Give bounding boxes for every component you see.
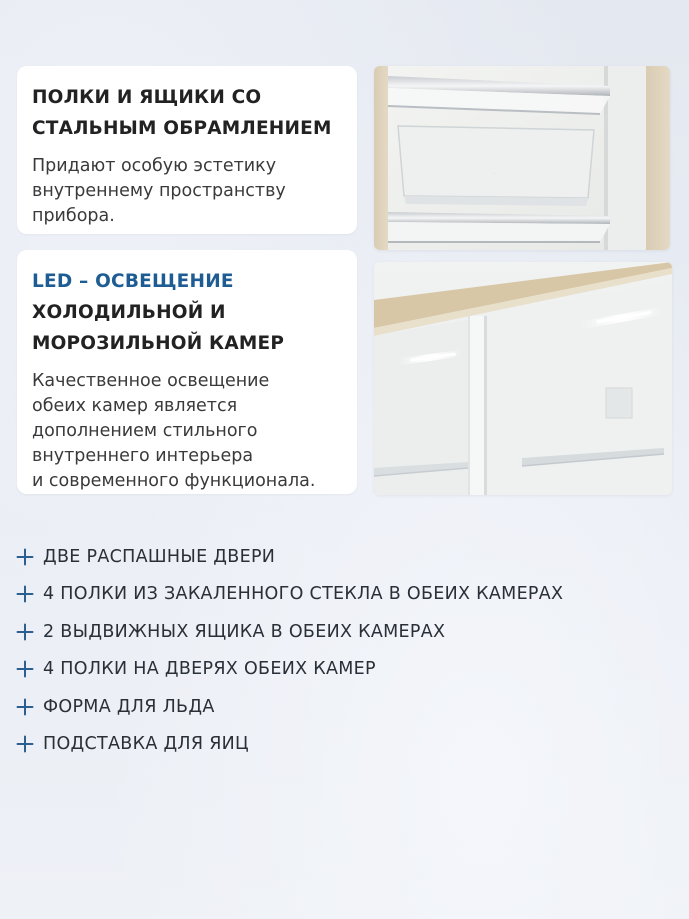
feature-text: ФОРМА ДЛЯ ЛЬДА <box>43 696 215 717</box>
led-text-line-3: дополнением стильного <box>32 421 258 441</box>
plus-icon <box>16 548 34 566</box>
feature-text: 2 ВЫДВИЖНЫХ ЯЩИКА В ОБЕИХ КАМЕРАХ <box>43 621 446 642</box>
led-title-line-2: МОРОЗИЛЬНОЙ КАМЕР <box>32 333 285 354</box>
shelves-title-line-2: СТАЛЬНЫМ ОБРАМЛЕНИЕМ <box>32 118 332 139</box>
shelves-photo <box>374 66 670 250</box>
feature-item <box>16 538 563 576</box>
led-feature-card <box>17 250 357 494</box>
led-description <box>32 369 343 494</box>
led-text-line-4: внутреннего интерьера <box>32 446 254 466</box>
shelves-text-line-2: внутреннему пространству <box>32 181 286 201</box>
led-photo-illustration <box>374 262 672 495</box>
feature-text: ДВЕ РАСПАШНЫЕ ДВЕРИ <box>43 546 276 567</box>
shelves-feature-card <box>17 66 357 234</box>
feature-item <box>16 688 563 726</box>
shelves-text-line-3: прибора. <box>32 206 115 226</box>
led-photo <box>374 262 672 495</box>
feature-item <box>16 576 563 614</box>
led-text-line-2: обеих камер является <box>32 396 238 416</box>
plus-icon <box>16 698 34 716</box>
shelves-title-line-1: ПОЛКИ И ЯЩИКИ СО <box>32 87 262 108</box>
plus-icon <box>16 660 34 678</box>
svg-text:.: . <box>494 170 496 176</box>
led-text-line-1: Качественное освещение <box>32 371 270 391</box>
shelves-photo-illustration <box>374 66 670 250</box>
feature-text: 4 ПОЛКИ НА ДВЕРЯХ ОБЕИХ КАМЕР <box>43 659 376 680</box>
led-title <box>32 266 343 359</box>
led-text-line-5: и современного функционала. <box>32 471 316 491</box>
shelves-text-line-1: Придают особую эстетику <box>32 156 277 176</box>
plus-icon <box>16 735 34 753</box>
feature-item <box>16 651 563 689</box>
plus-icon <box>16 623 34 641</box>
shelves-description <box>32 154 343 229</box>
led-title-line-1: ХОЛОДИЛЬНОЙ И <box>32 302 226 323</box>
plus-icon <box>16 585 34 603</box>
shelves-title <box>32 82 343 144</box>
led-title-accent: LED – ОСВЕЩЕНИЕ <box>32 271 234 292</box>
feature-text: 4 ПОЛКИ ИЗ ЗАКАЛЕННОГО СТЕКЛА В ОБЕИХ КАМЕРАХ <box>43 584 564 605</box>
feature-text: ПОДСТАВКА ДЛЯ ЯИЦ <box>43 734 249 755</box>
features-list <box>16 538 563 763</box>
feature-item <box>16 726 563 764</box>
feature-item <box>16 613 563 651</box>
